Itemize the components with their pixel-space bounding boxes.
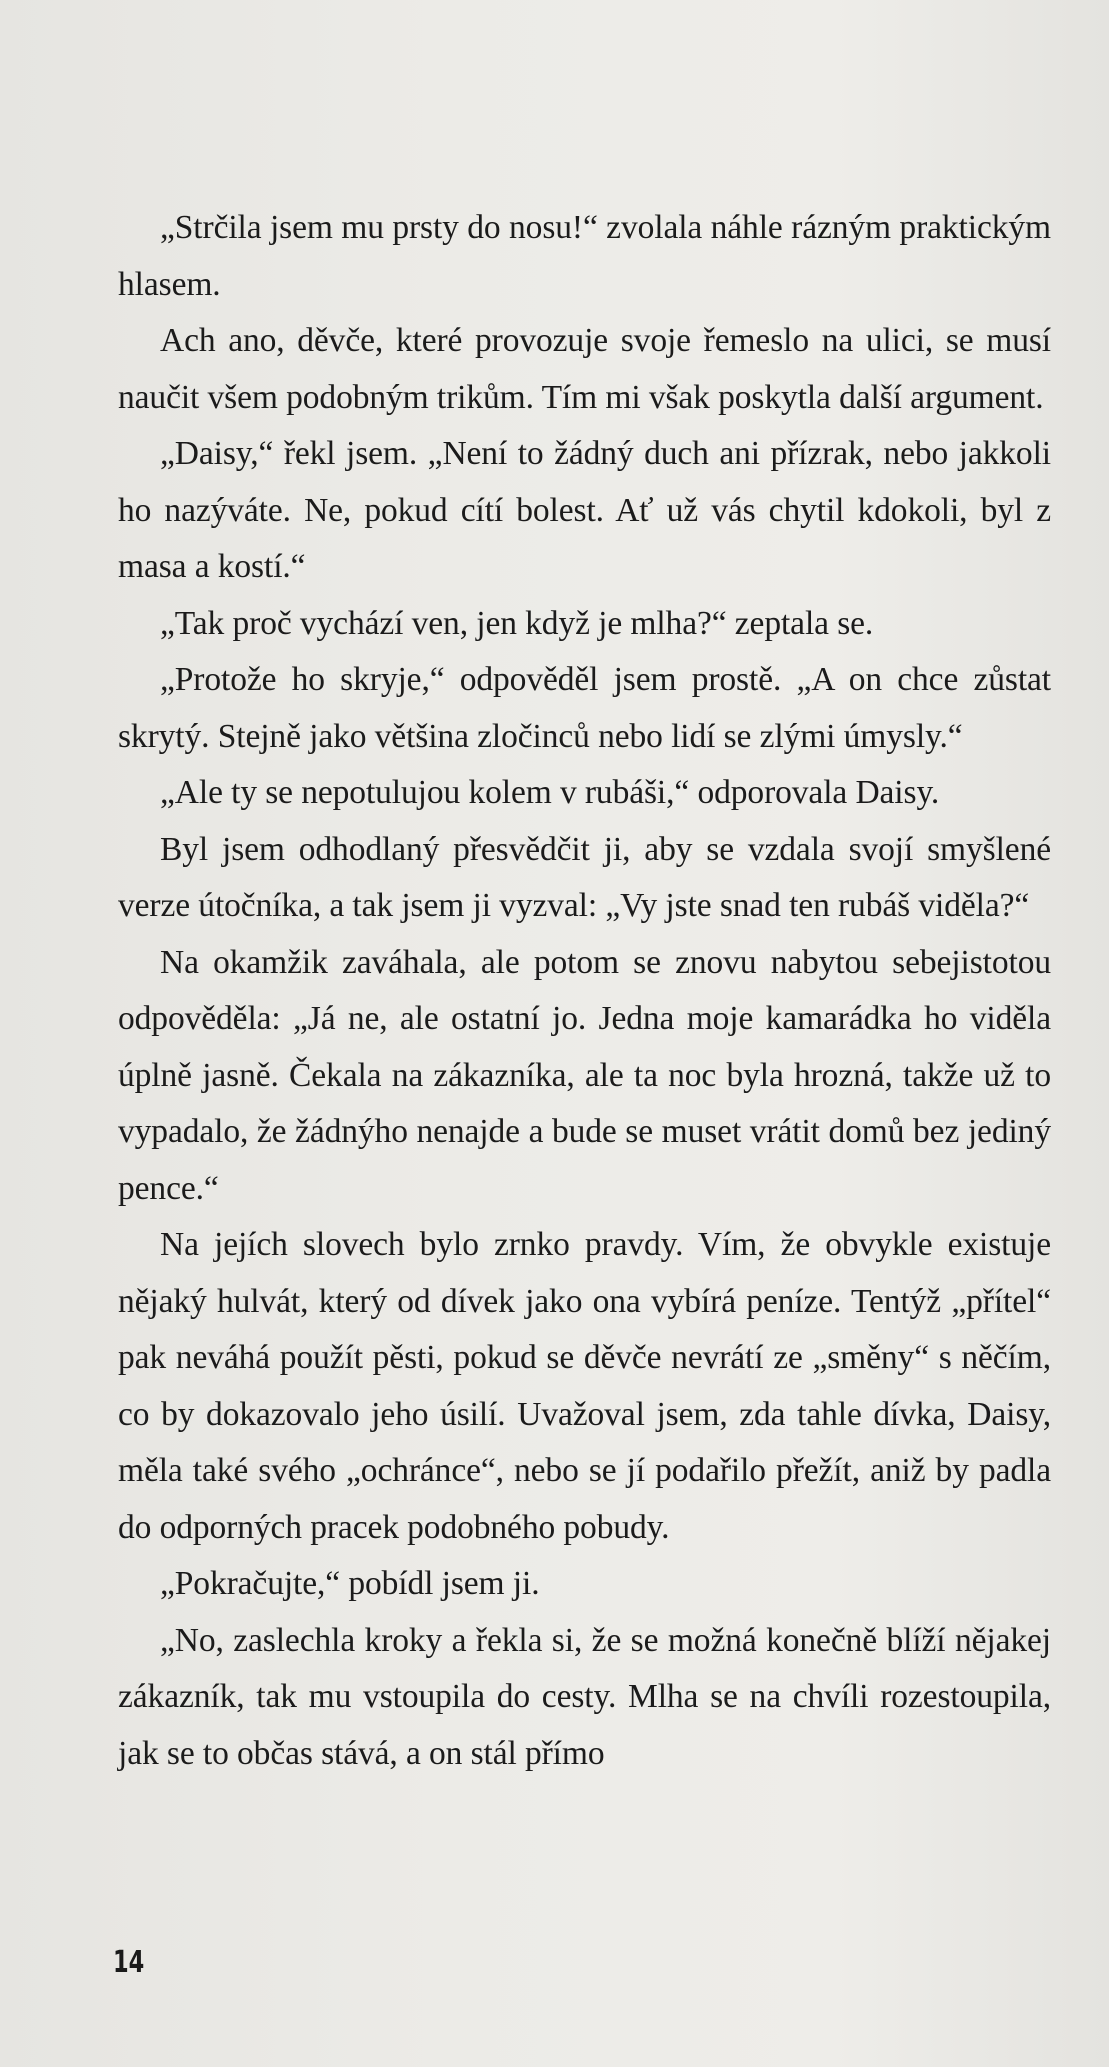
paragraph: Byl jsem odhodlaný přesvědčit ji, aby se vzdala svojí smyšlené verze útočníka, a tak jsem ji vyzval: „Vy jste snad ten rubáš viděla?“ (118, 830, 1051, 924)
paragraph: Na okamžik zaváhala, ale potom se znovu nabytou sebejistotou odpověděla: „Já ne, ale ostatní jo. Jedna moje kamarádka ho viděla úplně jasně. Čekala na zákazníka, ale ta noc byla hrozná, takže už to vypadalo, že žádnýho nenajde a bude se muset vrátit domů bez jediný pence.“ (118, 943, 1051, 1207)
body-text (118, 200, 1051, 1782)
paragraph: „No, zaslechla kroky a řekla si, že se možná konečně blíží nějakej zákazník, tak mu vstoupila do cesty. Mlha se na chvíli rozestoupila, jak se to občas stává, a on stál přímo (118, 1621, 1051, 1772)
paragraph: „Ale ty se nepotulujou kolem v rubáši,“ odporovala Daisy. (160, 774, 940, 811)
page-number: 14 (113, 1945, 145, 1980)
paragraph: Na jejích slovech bylo zrnko pravdy. Vím, že obvykle existuje nějaký hulvát, který od dívek jako ona vybírá peníze. Tentýž „přítel“ pak neváhá použít pěsti, pokud se děvče nevrátí ze „směny“ s něčím, co by dokazovalo jeho úsilí. Uvažoval jsem, zda tahle dívka, Daisy, měla také svého „ochránce“, nebo se jí podařilo přežít, aniž by padla do odporných pracek podobného pobudy. (118, 1226, 1051, 1546)
paragraph: „Pokračujte,“ pobídl jsem ji. (160, 1565, 540, 1602)
paragraph: „Protože ho skryje,“ odpověděl jsem prostě. „A on chce zůstat skrytý. Stejně jako většina zločinců nebo lidí se zlými úmysly.“ (118, 661, 1051, 755)
paragraph: Ach ano, děvče, které provozuje svoje řemeslo na ulici, se musí naučit všem podobným trikům. Tím mi však poskytla další argument. (118, 322, 1051, 416)
paragraph: „Strčila jsem mu prsty do nosu!“ zvolala náhle rázným praktickým hlasem. (118, 209, 1051, 303)
paragraph: „Daisy,“ řekl jsem. „Není to žádný duch ani přízrak, nebo jakkoli ho nazýváte. Ne, pokud cítí bolest. Ať už vás chytil kdokoli, byl z masa a kostí.“ (118, 435, 1051, 585)
paragraph: „Tak proč vychází ven, jen když je mlha?“ zeptala se. (160, 604, 874, 642)
